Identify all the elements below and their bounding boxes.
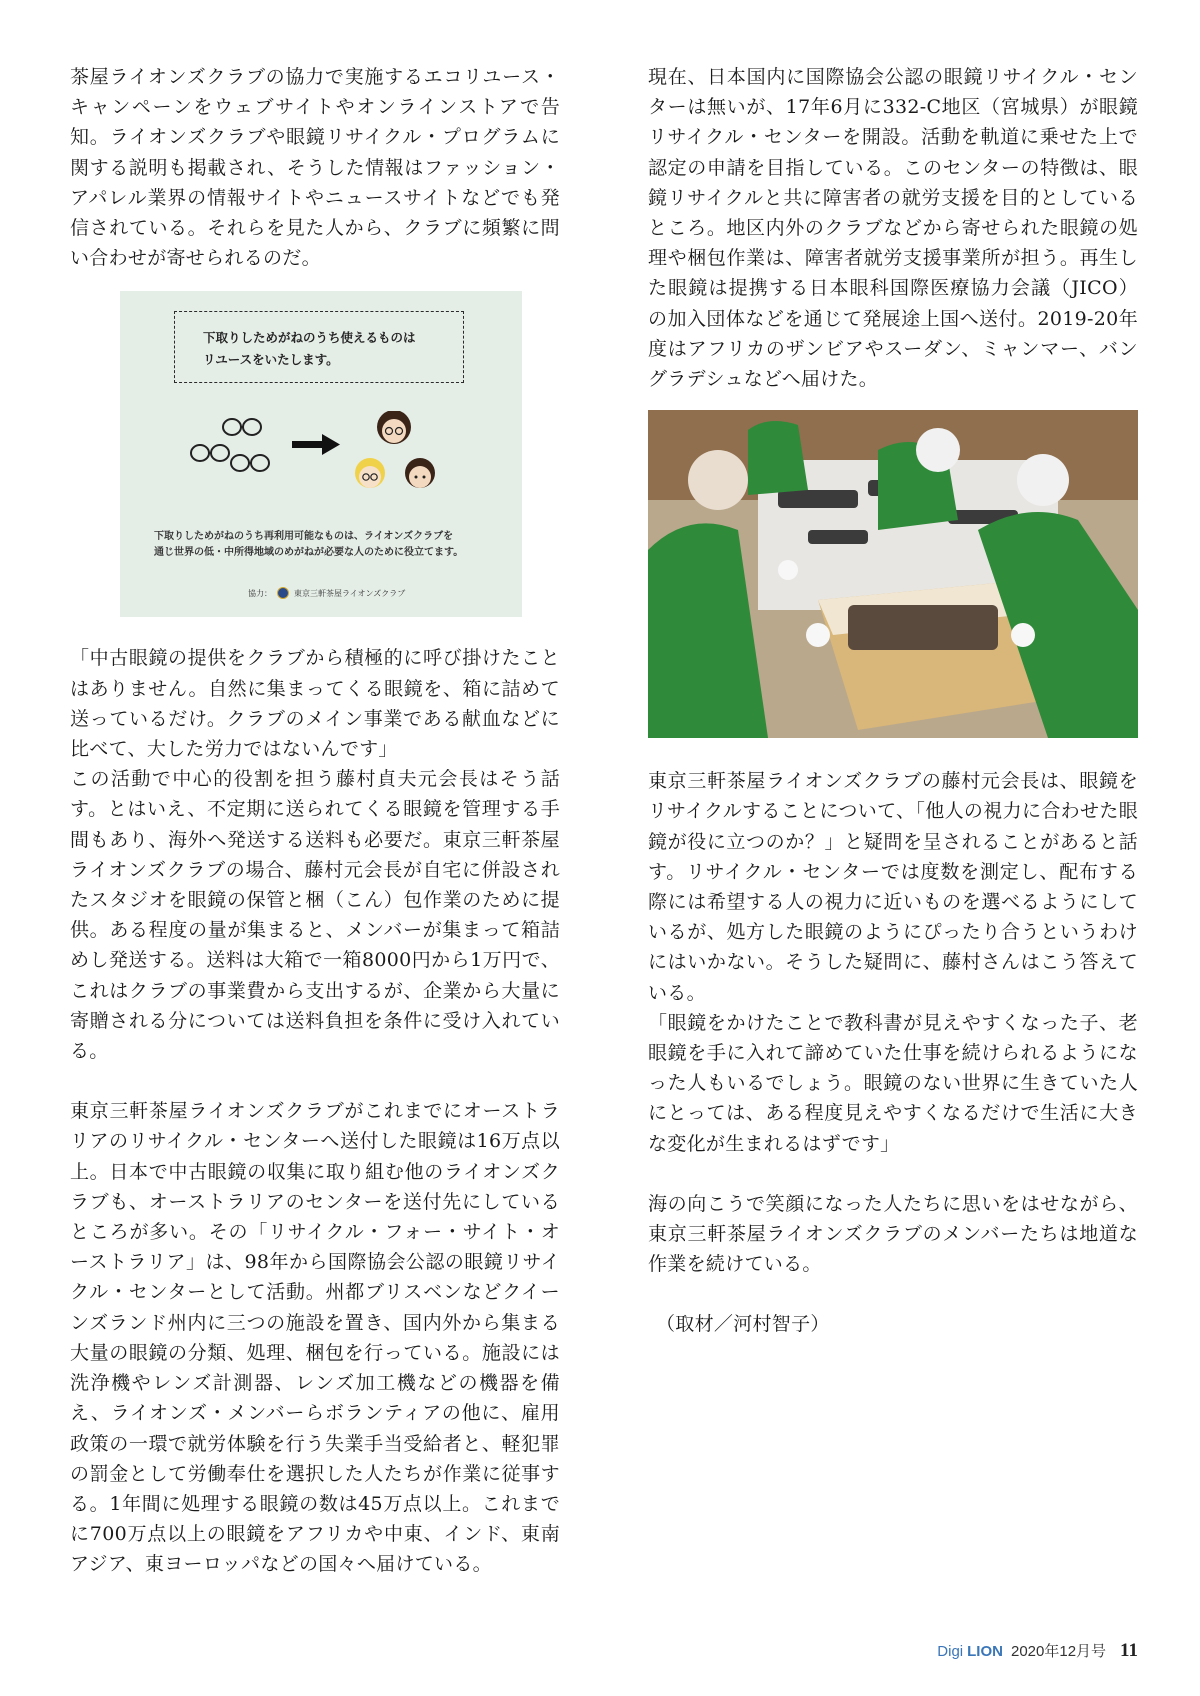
arrow-right-icon — [292, 434, 340, 455]
footer-digi: Digi — [937, 1643, 964, 1660]
left-para-3: この活動で中心的役割を担う藤村貞夫元会長はそう話す。とはいえ、不定期に送られてくる眼鏡を管理する手間もあり、海外へ発送する送料も必要だ。東京三軒茶屋ライオンズクラブの場合、藤村元会長が自宅に併設されたスタジオを眼鏡の保管と梱（こん）包作業のために提供。ある程度の量が集まると、メンバーが集まって箱詰めし発送する。送料は大箱で一箱8000円から1万円で、これはクラブの事業費から支出するが、企業から大量に寄贈される分については送料負担を条件に受け入れている。 — [70, 768, 560, 1063]
footer-lion: LION — [967, 1643, 1003, 1660]
reporter-credit: （取材／河村智子） — [656, 1313, 830, 1336]
left-para-1: 茶屋ライオンズクラブの協力で実施するエコリユース・キャンペーンをウェブサイトやオンラインストアで告知。ライオンズクラブや眼鏡リサイクル・プログラムに関する説明も掲載され、そうした情報はファッション・アパレル業界の情報サイトやニュースサイトなどでも発信されている。それらを見た人から、クラブに頻繁に問い合わせが寄せられるのだ。 — [70, 66, 560, 270]
glasses-to-people-illustration — [180, 411, 450, 521]
infographic-credit-name: 東京三軒茶屋ライオンズクラブ — [294, 588, 406, 598]
infographic-caption-line-2: 通じ世界の低・中所得地域のめがねが必要な人のために役立てます。 — [154, 547, 464, 559]
right-para-1: 現在、日本国内に国際協会公認の眼鏡リサイクル・センターは無いが、17年6月に332-C地区（宮城県）が眼鏡リサイクル・センターを開設。活動を軌道に乗せた上で認定の申請を目指している。このセンターの特徴は、眼鏡リサイクルと共に障害者の就労支援を目的としているところ。地区内外のクラブなどから寄せられた眼鏡の処理や梱包作業は、障害者就労支援事業所が担う。再生した眼鏡は提携する日本眼科国際医療協力会議（JICO）の加入団体などを通じて発展途上国へ送付。2019-20年度はアフリカのザンビアやスーダン、ミャンマー、バングラデシュなどへ届けた。 — [648, 66, 1138, 391]
left-para-2: 「中古眼鏡の提供をクラブから積極的に呼び掛けたことはありません。自然に集まってくる眼鏡を、箱に詰めて送っているだけ。クラブのメイン事業である献血などに比べて、大した労力ではないんです」 — [70, 647, 560, 761]
footer-issue: 2020年12月号 — [1010, 1643, 1107, 1660]
glasses-icon — [191, 419, 269, 471]
infographic-box-line-1: 下取りしためがねのうち使えるものは — [203, 330, 416, 346]
infographic-caption-line-1: 下取りしためがねのうち再利用可能なものは、ライオンズクラブを — [154, 531, 454, 543]
lions-emblem-icon — [277, 587, 289, 599]
right-column — [648, 62, 1138, 1340]
infographic-credit-label: 協力： — [248, 588, 272, 598]
page-number: 11 — [1120, 1640, 1138, 1661]
left-para-4: 東京三軒茶屋ライオンズクラブがこれまでにオーストラリアのリサイクル・センターへ送付した眼鏡は16万点以上。日本で中古眼鏡の収集に取り組む他のライオンズクラブも、オーストラリアのセンターを送付先にしているところが多い。その「リサイクル・フォー・サイト・オーストラリア」は、98年から国際協会公認の眼鏡リサイクル・センターとして活動。州都ブリスベンなどクイーンズランド州内に三つの施設を置き、国内外から集まる大量の眼鏡の分類、処理、梱包を行っている。施設には洗浄機やレンズ計測器、レンズ加工機などの機器を備え、ライオンズ・メンバーらボランティアの他に、雇用政策の一環で就労体験を行う失業手当受給者と、軽犯罪の罰金として労働奉仕を選択した人たちが作業に従事する。1年間に処理する眼鏡の数は45万点以上。これまでに700万点以上の眼鏡をアフリカや中東、インド、東南アジア、東ヨーロッパなどの国々へ届けている。 — [70, 1100, 560, 1576]
left-column — [70, 62, 560, 1580]
infographic-box-line-2: リユースをいたします。 — [203, 352, 339, 368]
infographic-caption — [154, 529, 494, 561]
page-footer — [937, 1640, 1138, 1662]
person-icon-blonde — [355, 458, 385, 488]
person-icon-girl — [405, 458, 435, 488]
photo-members-packing-glasses — [648, 410, 1138, 738]
right-para-3: 「眼鏡をかけたことで教科書が見えやすくなった子、老眼鏡を手に入れて諦めていた仕事を続けられるようになった人もいるでしょう。眼鏡のない世界に生きていた人にとっては、ある程度見えやすくなるだけで生活に大きな変化が生まれるはずです」 — [648, 1011, 1138, 1155]
right-para-2: 東京三軒茶屋ライオンズクラブの藤村元会長は、眼鏡をリサイクルすることについて、「他人の視力に合わせた眼鏡が役に立つのか？」と疑問を呈されることがあると話す。リサイクル・センターでは度数を測定し、配布する際には希望する人の視力に近いものを選べるようにしているが、処方した眼鏡のようにぴったり合うというわけにはいかない。そうした疑問に、藤村さんはこう答えている。 — [648, 770, 1138, 1004]
reuse-infographic — [120, 291, 522, 617]
person-icon-boy — [377, 411, 411, 444]
infographic-credit — [248, 587, 405, 599]
right-para-4: 海の向こうで笑顔になった人たちに思いをはせながら、東京三軒茶屋ライオンズクラブのメンバーたちは地道な作業を続けている。 — [648, 1192, 1138, 1276]
infographic-dashed-box — [174, 311, 464, 383]
